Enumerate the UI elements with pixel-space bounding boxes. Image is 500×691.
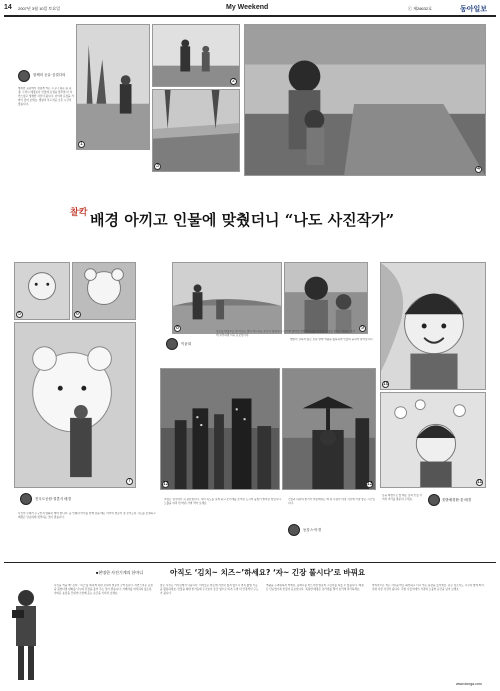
photo-number-5: 5	[16, 311, 23, 318]
photo-2	[152, 24, 240, 87]
issue-number: ⓒ 제26632호	[408, 6, 432, 11]
author-badge-3	[20, 493, 32, 505]
section-title: My Weekend	[226, 4, 269, 11]
photo-3	[152, 89, 240, 172]
article-text-6: 건물과 하늘의 밝기가 비슷해지는 해 질 무렵이 야경 사진에 가장 좋은 시간입니다.	[288, 498, 375, 505]
bottom-column-2: 좋은 사진은 기다림에서 나옵니다. 아이들은 한곳에 가만히 있지 않으니 연속 촬영 기능을 활용하세요. 인물을 화면 한가운데 두기보다 조금 옆으로 비켜 두면 더 안정적인 구도가 됩니다.	[160, 584, 259, 595]
headline-kicker: 찰칵	[70, 207, 88, 217]
photo-4	[244, 24, 486, 176]
photo-number-11: 11	[477, 479, 483, 485]
photo-5	[14, 262, 70, 320]
photo-number-8: 8	[174, 325, 181, 332]
author-badge-2	[166, 338, 178, 350]
photo-number-3: 3	[154, 163, 161, 170]
article-text-4: 사진의 주제가 누구인지 명확히 해야 합니다. 곰 인형과 아이를 함께 담을 때는 아이의 얼굴이 잘 보이도록 각도를 조절하고 배경은 단순하게 정리하는 것이 좋습니다.	[18, 512, 156, 519]
issue-date: 2007년 3월 10일 토요일	[18, 6, 61, 11]
bottom-column-1: 사진을 찍을 때 '김치', '치즈'를 외치게 하면 오히려 얼굴이 굳어집니다. 자연스러운 표정을 원한다면 대화를 나누며 긴장을 풀어 주는 것이 좋습니다. 카메라를 의식하지 않도록 가벼운 농담을 건네거나 함께 웃는 순간을 기다려 보세요.	[54, 584, 153, 595]
article-text-3: 햇빛이 강하지 않은 흐린 날에 역광을 활용하면 인물의 윤곽이 살아납니다.	[290, 338, 374, 341]
bottom-headline: 아직도 ‘김치~ 치즈~’하세요? ‘자~ 긴장 풀시다’로 바꿔요	[170, 568, 366, 577]
caption-1: 함께의 공유·심결다의	[33, 73, 66, 77]
masthead-logo: 동아일보	[460, 5, 488, 13]
photo-12	[160, 368, 280, 490]
photographer-portrait	[8, 582, 44, 682]
article-text-5: 야경은 삼각대가 꼭 필요합니다. 셔터 속도를 길게 하고 조리개를 조이면 도시의 불빛이 별처럼 빛납니다. 노출을 여러 번 바꿔 가며 찍어 보세요.	[164, 498, 282, 505]
headline-title: 배경 아끼고 인물에 맞췄더니 “나도 사진작가”	[90, 211, 395, 229]
author-badge-5	[428, 494, 440, 506]
article-text-2: 호수를 배경으로 한 사진은 빛이 부드러운 오후가 좋습니다. 아이와 엄마가 함께한 사진은 인물에 초점을 맞추고 배경은 흐리게 처리하면 더욱 돋보입니다.	[216, 330, 356, 337]
header-rule	[4, 15, 496, 17]
bottom-kicker: ■현명한 사진기계의 한마디	[96, 570, 144, 575]
photo-9	[284, 262, 368, 334]
photo-13	[282, 368, 376, 490]
photo-11	[380, 392, 486, 488]
caption-5: 꽃밭배경환·꽃 배경	[442, 498, 472, 502]
page-header	[4, 4, 496, 14]
photo-10	[380, 262, 486, 390]
photo-7	[14, 322, 136, 488]
photo-number-2: 2	[230, 78, 237, 85]
caption-3: 전우도공원·결혼식 배경	[35, 497, 71, 501]
article-text-1: 행복한 공원에서 정겹게 찍는 누구나 쉬운 봄 풍경. 그러나 배경보다 인물에 초점을 맞추면 더 자연스럽고 생생한 사진이 됩니다. 아이의 표정을 가까이 담아 보세요. 햇살이 부드러운 오후 시간이 좋습니다.	[18, 87, 74, 106]
photo-1	[76, 24, 150, 150]
photo-number-9: 9	[359, 325, 366, 332]
photo-number-6: 6	[74, 311, 81, 318]
headline-block	[70, 205, 470, 235]
article-text-7: 꽃을 배경으로 할 때는 꽃과 인물 사이의 거리를 충분히 두세요.	[382, 494, 423, 501]
photo-number-10: 10	[383, 381, 389, 387]
caption-2: 이윤희	[181, 342, 192, 346]
photo-number-13: 13	[367, 481, 373, 487]
caption-4: 동강스·아경	[303, 528, 322, 532]
page-number: 14	[4, 4, 12, 11]
author-badge-4	[288, 524, 300, 536]
bottom-rule	[4, 562, 496, 563]
bottom-column-3: 역광을 두려워하지 마세요. 플래시를 터뜨리면 얼굴의 그림자를 지울 수 있습니다. 배경은 단순할수록 인물이 돋보입니다. 복잡한 배경은 조리개를 열어 흐리게 처리하세요.	[266, 584, 364, 591]
photo-number-7: 7	[126, 478, 133, 485]
bottom-column-4: 마지막으로 찍은 사진을 바로 확인하고 다시 찍는 습관을 들이세요. 같은 장소라도 시간과 빛에 따라 전혀 다른 사진이 됩니다. 주말 나들이에서 가족의 소중한 순간을 남겨 보세요.	[372, 584, 484, 591]
photo-6	[72, 262, 136, 320]
photo-number-4: 4	[475, 166, 482, 173]
photo-number-12: 12	[163, 481, 169, 487]
photo-number-1: 1	[78, 141, 85, 148]
author-badge-1	[18, 70, 30, 82]
footer-url: www.donga.com	[456, 682, 482, 686]
photo-8	[172, 262, 282, 334]
